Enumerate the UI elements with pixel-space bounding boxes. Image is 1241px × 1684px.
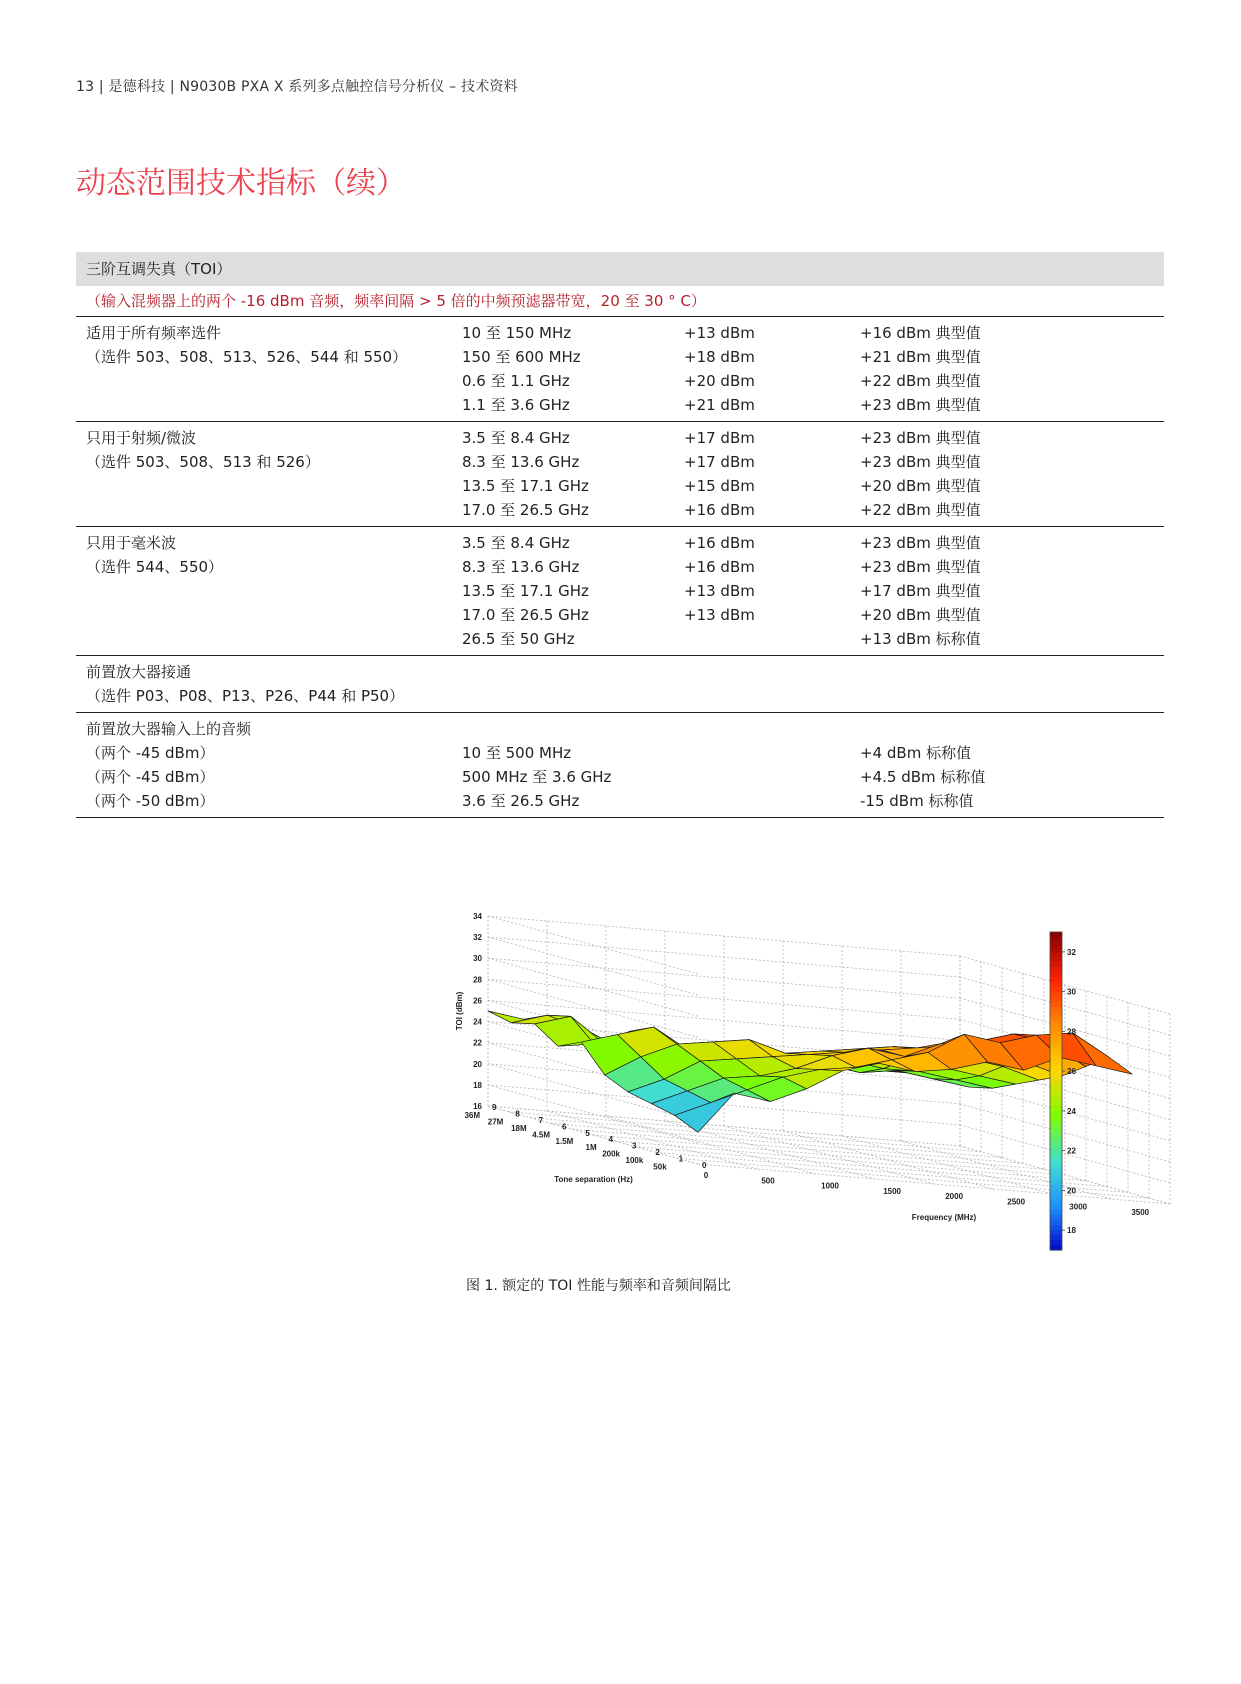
frequency-range (462, 684, 684, 708)
freq-tick-label: 3000 (1069, 1202, 1088, 1212)
spec-heading: 三阶互调失真（TOI） (76, 252, 1164, 286)
spec-row (76, 450, 1164, 474)
colorbar-segment (1050, 952, 1062, 958)
colorbar-segment (1050, 1230, 1062, 1236)
colorbar-segment (1050, 987, 1062, 993)
colorbar-segment (1050, 1146, 1062, 1152)
spec-label: （两个 -45 dBm） (86, 744, 215, 762)
spec-row (76, 555, 1164, 579)
tone-tick-label: 200k (602, 1149, 620, 1159)
wall-gridline (960, 1083, 1170, 1141)
frequency-range: 3.5 至 8.4 GHz (462, 429, 570, 447)
spec-value: +18 dBm (684, 348, 755, 366)
spec-value: +13 dBm (684, 582, 755, 600)
spec-value: +13 dBm (684, 606, 755, 624)
spec-label: （选件 503、508、513、526、544 和 550） (86, 348, 408, 366)
freq-tick-label: 500 (761, 1176, 775, 1186)
colorbar-segment (1050, 1136, 1062, 1142)
frequency-range: 3.6 至 26.5 GHz (462, 792, 580, 810)
z-tick-label: 22 (473, 1038, 482, 1048)
freq-tick-label: 0 (703, 1171, 709, 1180)
floor-gridline (530, 1115, 1002, 1158)
freq-tick-label: 2500 (1007, 1197, 1026, 1207)
tone-index-label: 8 (515, 1109, 520, 1119)
spec-row (76, 627, 1164, 651)
spec-row (76, 531, 1164, 555)
spec-value (684, 765, 860, 789)
spec-label (76, 369, 462, 393)
spec-value: +16 dBm (684, 501, 755, 519)
typical-value (860, 717, 1164, 741)
frequency-range: 17.0 至 26.5 GHz (462, 606, 589, 624)
frequency-range: 0.6 至 1.1 GHz (462, 372, 570, 390)
colorbar-segment (1050, 1195, 1062, 1201)
colorbar-segment (1050, 1002, 1062, 1008)
spec-label (76, 627, 462, 651)
tone-tick-label: 27M (487, 1117, 504, 1127)
typical-value: +20 dBm 典型值 (860, 477, 981, 495)
frequency-range: 3.5 至 8.4 GHz (462, 534, 570, 552)
colorbar-segment (1050, 1126, 1062, 1132)
typical-value: +22 dBm 典型值 (860, 372, 981, 390)
colorbar-segment (1050, 1121, 1062, 1127)
colorbar-segment (1050, 1036, 1062, 1042)
colorbar-segment (1050, 1220, 1062, 1226)
colorbar-segment (1050, 1056, 1062, 1062)
spec-label: 只用于射频/微波 (86, 429, 197, 447)
spec-row (76, 741, 1164, 765)
colorbar-segment (1050, 1071, 1062, 1077)
frequency-range: 500 MHz 至 3.6 GHz (462, 768, 612, 786)
colorbar-segment (1050, 1210, 1062, 1216)
typical-value: +23 dBm 典型值 (860, 558, 981, 576)
spec-label (76, 579, 462, 603)
colorbar-segment (1050, 1175, 1062, 1181)
spec-label: （选件 P03、P08、P13、P26、P44 和 P50） (86, 687, 405, 705)
spec-row (76, 321, 1164, 345)
spec-row (76, 717, 1164, 741)
colorbar-segment (1050, 1051, 1062, 1057)
tone-tick-label: 18M (511, 1123, 527, 1133)
spec-label: （选件 503、508、513 和 526） (86, 453, 320, 471)
tone-index-label: 9 (492, 1103, 497, 1112)
tone-tick-label: 1M (585, 1143, 597, 1153)
frequency-range: 17.0 至 26.5 GHz (462, 501, 589, 519)
frequency-range: 13.5 至 17.1 GHz (462, 582, 589, 600)
freq-tick-label: 1500 (883, 1186, 902, 1196)
colorbar-segment (1050, 1007, 1062, 1013)
spec-row (76, 426, 1164, 450)
figure-caption: 图 1. 额定的 TOI 性能与频率和音频间隔比 (466, 1278, 731, 1294)
colorbar-segment (1050, 1205, 1062, 1211)
colorbar-segment (1050, 992, 1062, 998)
tone-index-label: 5 (585, 1128, 590, 1138)
typical-value: +23 dBm 典型值 (860, 534, 981, 552)
colorbar-segment (1050, 1180, 1062, 1186)
spec-row (76, 684, 1164, 708)
toi-surface-figure (455, 882, 1150, 1262)
tone-index-label: 3 (632, 1141, 637, 1151)
spec-label (76, 498, 462, 522)
spec-value: +17 dBm (684, 453, 755, 471)
colorbar-segment (1050, 1111, 1062, 1117)
spec-group (76, 656, 1164, 713)
colorbar-tick-label: 22 (1067, 1146, 1076, 1156)
colorbar-segment (1050, 982, 1062, 988)
freq-tick-label: 2000 (945, 1192, 964, 1202)
typical-value (860, 684, 1164, 708)
tone-tick-label: 1.5M (555, 1136, 574, 1146)
spec-row (76, 393, 1164, 417)
spec-value (684, 684, 860, 708)
frequency-range (462, 717, 684, 741)
typical-value: +20 dBm 典型值 (860, 606, 981, 624)
colorbar-segment (1050, 1026, 1062, 1032)
z-tick-label: 32 (473, 933, 482, 943)
colorbar-segment (1050, 1131, 1062, 1137)
colorbar-tick-label: 30 (1067, 987, 1076, 997)
spec-value: +17 dBm (684, 429, 755, 447)
colorbar-segment (1050, 1141, 1062, 1147)
typical-value: +4 dBm 标称值 (860, 744, 972, 762)
spec-label: （两个 -45 dBm） (86, 768, 215, 786)
spec-row (76, 765, 1164, 789)
frequency-range: 1.1 至 3.6 GHz (462, 396, 570, 414)
colorbar-tick-label: 18 (1067, 1226, 1076, 1236)
z-tick-label: 20 (473, 1059, 482, 1069)
typical-value: +13 dBm 标称值 (860, 630, 981, 648)
colorbar-segment (1050, 967, 1062, 973)
frequency-range: 150 至 600 MHz (462, 348, 581, 366)
colorbar-segment (1050, 1031, 1062, 1037)
tone-tick-label: 4.5M (532, 1130, 550, 1140)
colorbar-segment (1050, 1066, 1062, 1072)
z-tick-label: 28 (473, 975, 482, 985)
colorbar-segment (1050, 1151, 1062, 1157)
frequency-range: 10 至 500 MHz (462, 744, 572, 762)
colorbar-segment (1050, 1156, 1062, 1162)
colorbar-segment (1050, 1106, 1062, 1112)
colorbar-tick-label: 24 (1067, 1106, 1076, 1116)
colorbar-segment (1050, 1016, 1062, 1022)
spec-value (684, 741, 860, 765)
colorbar-segment (1050, 1046, 1062, 1052)
colorbar-segment (1050, 1012, 1062, 1018)
spec-group (76, 713, 1164, 818)
spec-value (684, 627, 860, 651)
tone-tick-label: 36M (464, 1111, 480, 1120)
spec-label: 适用于所有频率选件 (86, 324, 222, 342)
colorbar-segment (1050, 1190, 1062, 1196)
typical-value (860, 660, 1164, 684)
frequency-range: 10 至 150 MHz (462, 324, 572, 342)
z-tick-label: 30 (473, 954, 482, 964)
spec-value: +16 dBm (684, 534, 755, 552)
spec-label: 前置放大器接通 (86, 663, 192, 681)
x-axis-label: Tone separation (Hz) (554, 1174, 633, 1184)
tone-index-label: 7 (538, 1115, 544, 1125)
colorbar-segment (1050, 947, 1062, 953)
spec-value: +21 dBm (684, 396, 755, 414)
z-tick-label: 26 (473, 996, 482, 1006)
typical-value: +23 dBm 典型值 (860, 396, 981, 414)
frequency-range: 13.5 至 17.1 GHz (462, 477, 589, 495)
spec-value: +13 dBm (684, 324, 755, 342)
colorbar-segment (1050, 1076, 1062, 1082)
z-tick-label: 24 (473, 1017, 482, 1027)
spec-row (76, 369, 1164, 393)
spec-label: 前置放大器输入上的音频 (86, 720, 252, 738)
spec-label: 只用于毫米波 (86, 534, 177, 552)
spec-value (684, 789, 860, 813)
z-axis-label: TOI (dBm) (455, 991, 464, 1031)
spec-row (76, 345, 1164, 369)
frequency-range: 8.3 至 13.6 GHz (462, 558, 580, 576)
colorbar-segment (1050, 1096, 1062, 1102)
colorbar-segment (1050, 1061, 1062, 1067)
spec-row (76, 603, 1164, 627)
typical-value: -15 dBm 标称值 (860, 792, 974, 810)
colorbar-segment (1050, 962, 1062, 968)
z-tick-label: 16 (473, 1102, 482, 1111)
colorbar-segment (1050, 1091, 1062, 1097)
spec-row (76, 789, 1164, 813)
tone-tick-label: 100k (625, 1156, 644, 1166)
spec-row (76, 474, 1164, 498)
spec-label (76, 393, 462, 417)
colorbar-segment (1050, 1021, 1062, 1027)
tone-index-label: 1 (678, 1154, 684, 1164)
tone-index-label: 0 (702, 1161, 707, 1170)
spec-value (684, 660, 860, 684)
spec-group (76, 527, 1164, 656)
y-axis-label: Frequency (MHz) (911, 1213, 977, 1222)
spec-label (76, 474, 462, 498)
tone-index-label: 2 (655, 1148, 660, 1158)
colorbar-segment (1050, 997, 1062, 1003)
spec-label: （选件 544、550） (86, 558, 224, 576)
colorbar-segment (1050, 957, 1062, 963)
colorbar-segment (1050, 1185, 1062, 1191)
spec-label (76, 603, 462, 627)
colorbar-segment (1050, 1086, 1062, 1092)
floor-gridline (724, 1126, 934, 1184)
colorbar-segment (1050, 932, 1062, 938)
toi-spec-table (76, 252, 1164, 818)
colorbar-segment (1050, 1200, 1062, 1206)
toi-surface-chart (455, 882, 1150, 1262)
colorbar-segment (1050, 1171, 1062, 1177)
page-header: 13 | 是德科技 | N9030B PXA X 系列多点触控信号分析仪 – 技术资料 (76, 79, 518, 95)
tone-tick-label: 50k (653, 1162, 667, 1172)
spec-group (76, 317, 1164, 422)
z-tick-label: 34 (473, 912, 482, 921)
freq-tick-label: 1000 (821, 1181, 839, 1191)
spec-condition: （输入混频器上的两个 -16 dBm 音频，频率间隔 > 5 倍的中频预滤器带宽，20 至 30 ° C） (76, 286, 1164, 317)
colorbar-segment (1050, 1166, 1062, 1172)
typical-value: +4.5 dBm 标称值 (860, 768, 986, 786)
colorbar-segment (1050, 1215, 1062, 1221)
spec-value: +20 dBm (684, 372, 755, 390)
colorbar-tick-label: 26 (1067, 1067, 1076, 1077)
frequency-range (462, 660, 684, 684)
spec-group (76, 422, 1164, 527)
colorbar-segment (1050, 1225, 1062, 1231)
colorbar-segment (1050, 1041, 1062, 1047)
tone-index-label: 4 (608, 1135, 614, 1145)
tone-index-label: 6 (562, 1122, 567, 1132)
spec-label: （两个 -50 dBm） (86, 792, 215, 810)
colorbar-segment (1050, 1161, 1062, 1167)
colorbar-tick-label: 28 (1067, 1027, 1076, 1037)
spec-value: +16 dBm (684, 558, 755, 576)
freq-tick-label: 3500 (1131, 1207, 1150, 1217)
spec-row (76, 660, 1164, 684)
typical-value: +16 dBm 典型值 (860, 324, 981, 342)
colorbar-segment (1050, 1081, 1062, 1087)
frequency-range: 26.5 至 50 GHz (462, 630, 575, 648)
colorbar-tick-label: 32 (1067, 947, 1076, 957)
typical-value: +22 dBm 典型值 (860, 501, 981, 519)
colorbar-segment (1050, 937, 1062, 943)
colorbar-segment (1050, 977, 1062, 983)
colorbar-segment (1050, 1235, 1062, 1241)
typical-value: +21 dBm 典型值 (860, 348, 981, 366)
colorbar-segment (1050, 1240, 1062, 1246)
colorbar-tick-label: 20 (1067, 1186, 1076, 1196)
floor-gridline (614, 1141, 1086, 1181)
z-tick-label: 18 (473, 1080, 482, 1090)
colorbar-segment (1050, 972, 1062, 978)
spec-row (76, 579, 1164, 603)
spec-groups (76, 317, 1164, 818)
spec-row (76, 498, 1164, 522)
colorbar-segment (1050, 1116, 1062, 1122)
frequency-range: 8.3 至 13.6 GHz (462, 453, 580, 471)
typical-value: +23 dBm 典型值 (860, 429, 981, 447)
typical-value: +17 dBm 典型值 (860, 582, 981, 600)
spec-value: +15 dBm (684, 477, 755, 495)
colorbar-segment (1050, 1101, 1062, 1107)
typical-value: +23 dBm 典型值 (860, 453, 981, 471)
section-title: 动态范围技术指标（续） (76, 166, 406, 201)
colorbar-segment (1050, 942, 1062, 948)
spec-value (684, 717, 860, 741)
